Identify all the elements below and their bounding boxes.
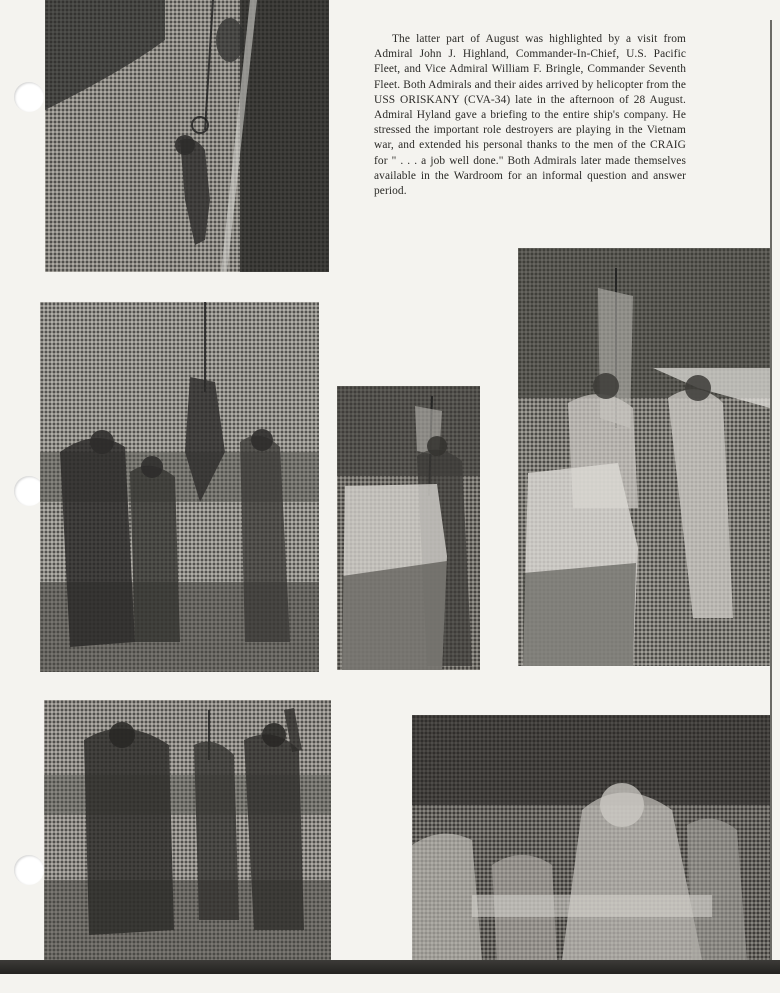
bottom-border-bar bbox=[0, 960, 780, 974]
binder-hole bbox=[14, 855, 44, 885]
article-paragraph: The latter part of August was highlighted by a visit from Admiral John J. Highland, Commander-In-Chief, U.S. Pacific Fleet, and Vice Admiral William F. Bringle, Commander Seventh Fleet. Both Admirals and their aides arrived by helicopter from the USS ORISKANY (CVA-34) late in the afternoon of 28 August. Admiral Hyland gave a briefing to the entire ship's company. He stressed the important role destroyers are playing in the Vietnam war, and extended his personal thanks to the men of the CRAIG for " . . . a job well done." Both Admirals later made themselves available in the Wardroom for an informal question and answer period. bbox=[374, 33, 686, 198]
photo-helicopter-hoist bbox=[45, 0, 329, 272]
photo-wardroom bbox=[412, 715, 770, 960]
photo-flag-podium bbox=[337, 386, 480, 670]
page-edge bbox=[770, 20, 772, 960]
photo-deck-crowd bbox=[40, 302, 319, 672]
photo-deck-raised-arm bbox=[44, 700, 331, 960]
binder-hole bbox=[14, 82, 44, 112]
photo-podium-handshake bbox=[518, 248, 770, 666]
